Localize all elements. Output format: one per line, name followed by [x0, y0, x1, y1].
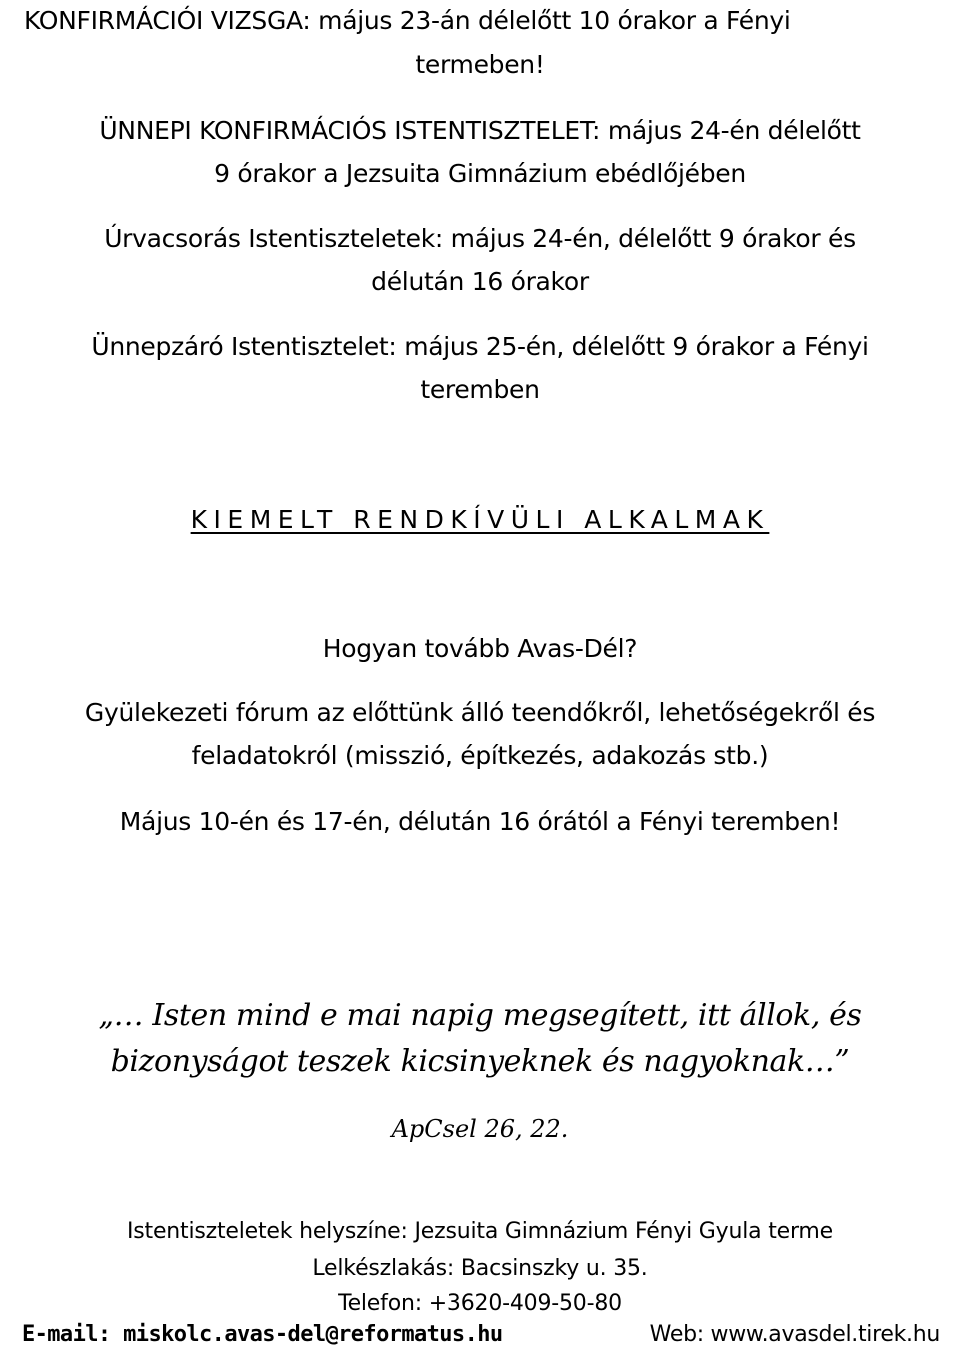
confirmation-service-line1: ÜNNEPI KONFIRMÁCIÓS ISTENTISZTELET: május 24-én délelőtt	[99, 116, 861, 145]
communion-service-line2: délután 16 órakor	[371, 267, 589, 296]
exam-announcement-line2: termeben!	[415, 50, 545, 79]
exam-announcement-line1: KONFIRMÁCIÓI VIZSGA: május 23-án délelőtt 10 órakor a Fényi	[24, 6, 791, 35]
phone-line: Telefon: +3620-409-50-80	[338, 1291, 622, 1316]
confirmation-service-line2: 9 órakor a Jezsuita Gimnázium ebédlőjében	[214, 159, 746, 188]
email-link[interactable]: E-mail: miskolc.avas-del@reformatus.hu	[22, 1322, 503, 1347]
bible-quote-line2: bizonyságot teszek kicsinyeknek és nagyoknak…”	[110, 1044, 850, 1079]
web-link[interactable]: Web: www.avasdel.tirek.hu	[649, 1322, 940, 1347]
special-events-heading	[0, 503, 960, 537]
bible-quote-reference: ApCsel 26, 22.	[391, 1115, 569, 1143]
closing-service-line2: teremben	[420, 375, 540, 404]
special-events-heading-text: KIEMELT RENDKÍVÜLI ALKALMAK	[190, 505, 770, 534]
contact-row	[0, 1320, 960, 1351]
communion-service-line1: Úrvacsorás Istentiszteletek: május 24-én, délelőtt 9 órakor és	[104, 224, 856, 253]
forum-dates: Május 10-én és 17-én, délután 16 órától a Fényi teremben!	[119, 807, 841, 836]
forum-description-line2: feladatokról (misszió, építkezés, adakozás stb.)	[191, 741, 769, 770]
bible-quote-line1: „… Isten mind e mai napig megsegített, itt állok, és	[98, 998, 862, 1033]
forum-title: Hogyan tovább Avas-Dél?	[322, 634, 638, 663]
forum-description-line1: Gyülekezeti fórum az előttünk álló teendőkről, lehetőségekről és	[84, 698, 876, 727]
venue-line: Istentiszteletek helyszíne: Jezsuita Gimnázium Fényi Gyula terme	[127, 1219, 833, 1244]
address-line: Lelkészlakás: Bacsinszky u. 35.	[312, 1256, 648, 1281]
closing-service-line1: Ünnepzáró Istentisztelet: május 25-én, délelőtt 9 órakor a Fényi	[91, 332, 869, 361]
